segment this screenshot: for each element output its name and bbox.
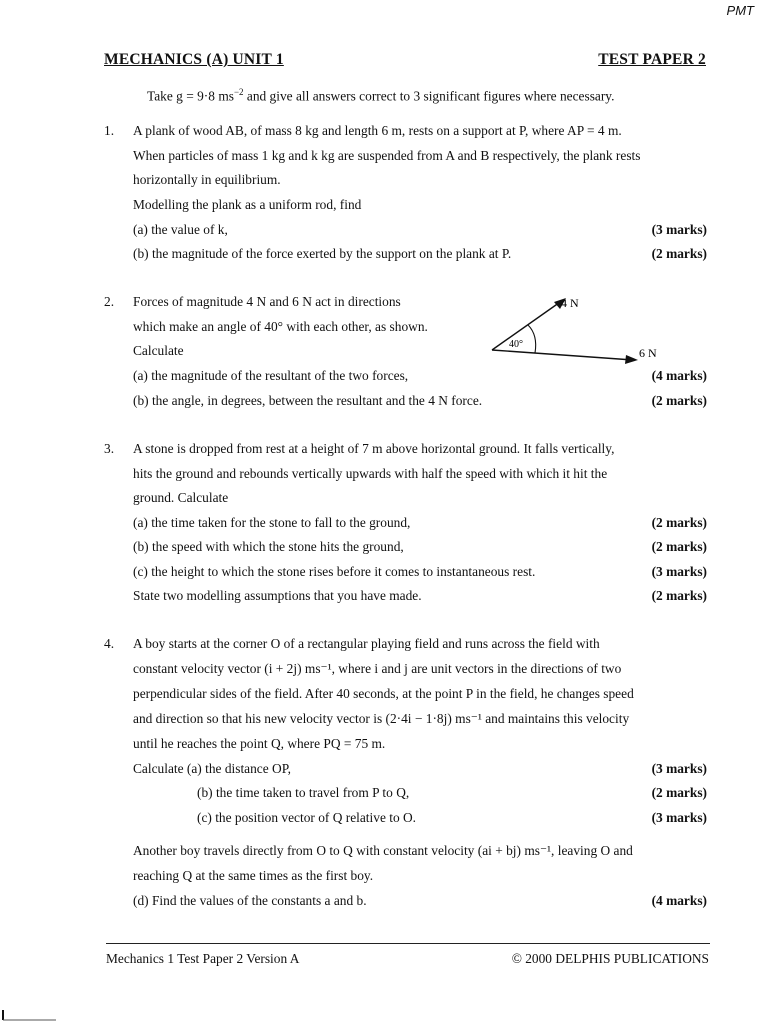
angle-label: 40° [509,339,523,350]
angle-arc [528,325,536,353]
q1-number: 1. [104,123,115,138]
q4-line-1: A boy starts at the corner O of a rectangular playing field and runs across the field with [133,636,600,651]
q4-part-c-marks: (3 marks) [651,810,707,825]
paper-label: TEST PAPER 2 [598,51,706,68]
instruction-post: and give all answers correct to 3 significant figures where necessary. [243,88,615,104]
q2-number: 2. [104,294,115,309]
q3-assumptions: State two modelling assumptions that you have made. [133,588,422,603]
q4-part-d: (d) Find the values of the constants a and b. [133,893,367,908]
q3-number: 3. [104,441,115,456]
q1-part-b-marks: (2 marks) [651,246,707,261]
q4-part-a-marks: (3 marks) [651,761,707,776]
q3-part-b: (b) the speed with which the stone hits the ground, [133,539,404,554]
q3-line-1: A stone is dropped from rest at a height of 7 m above horizontal ground. It falls vertically, [133,441,615,456]
q1-line-4: Modelling the plank as a uniform rod, find [133,197,362,212]
footer-left: Mechanics 1 Test Paper 2 Version A [106,951,300,966]
force-6n-line [492,350,633,360]
q3-part-a: (a) the time taken for the stone to fall to the ground, [133,515,411,530]
q1-line-2: When particles of mass 1 kg and k kg are suspended from A and B respectively, the plank rests [133,148,641,163]
q3-part-a-marks: (2 marks) [651,515,707,530]
footer-right: © 2000 DELPHIS PUBLICATIONS [511,951,709,966]
force-6n-label: 6 N [639,346,657,360]
q3-part-c-marks: (3 marks) [651,564,707,579]
q4-line-7: reaching Q at the same times as the first boy. [133,868,374,883]
instruction-exp: −2 [233,87,244,97]
scan-mark [2,1008,58,1022]
q4-line-5: until he reaches the point Q, where PQ = 75 m. [133,736,386,751]
q2-part-b: (b) the angle, in degrees, between the resultant and the 4 N force. [133,393,483,408]
q2-part-a-marks: (4 marks) [651,368,707,383]
q4-number: 4. [104,636,115,651]
q1-part-a-marks: (3 marks) [651,222,707,237]
q4-line-6: Another boy travels directly from O to Q with constant velocity (ai + bj) ms⁻¹, leaving O and [133,843,633,858]
q1-part-b: (b) the magnitude of the force exerted by the support on the plank at P. [133,246,512,261]
force-4n-line [492,300,563,350]
q4-line-2: constant velocity vector (i + 2j) ms⁻¹, where i and j are unit vectors in the directions of two [133,661,622,676]
force-6n-arrowhead [625,355,638,364]
q4-line-3: perpendicular sides of the field. After 40 seconds, at the point P in the field, he changes speed [133,686,634,701]
page-title: MECHANICS (A) UNIT 1 [104,51,284,68]
q3-line-3: ground. Calculate [133,490,229,505]
corner-label: PMT [726,3,754,18]
q4-part-b: (b) the time taken to travel from P to Q, [197,785,410,800]
q4-part-a: Calculate (a) the distance OP, [133,761,292,776]
q2-line-2: which make an angle of 40° with each other, as shown. [133,319,428,334]
q4-line-4: and direction so that his new velocity vector is (2·4i − 1·8j) ms⁻¹ and maintains this velocity [133,711,630,726]
instructions [147,87,614,104]
force-diagram [480,290,670,370]
q3-part-b-marks: (2 marks) [651,539,707,554]
q2-line-1: Forces of magnitude 4 N and 6 N act in directions [133,294,401,309]
q3-part-c: (c) the height to which the stone rises before it comes to instantaneous rest. [133,564,536,579]
q2-part-a: (a) the magnitude of the resultant of the two forces, [133,368,409,383]
footer-rule [106,943,710,944]
q1-line-1: A plank of wood AB, of mass 8 kg and length 6 m, rests on a support at P, where AP = 4 m. [133,123,622,138]
q1-part-a: (a) the value of k, [133,222,228,237]
force-4n-label: 4 N [561,296,579,310]
instruction-pre: Take g = 9·8 ms [147,88,234,104]
q1-line-3: horizontally in equilibrium. [133,172,281,187]
q4-part-b-marks: (2 marks) [651,785,707,800]
q4-part-c: (c) the position vector of Q relative to O. [197,810,417,825]
q2-line-3: Calculate [133,343,184,358]
q4-part-d-marks: (4 marks) [651,893,707,908]
q3-assumptions-marks: (2 marks) [651,588,707,603]
q2-part-b-marks: (2 marks) [651,393,707,408]
q3-line-2: hits the ground and rebounds vertically upwards with half the speed with which it hit the [133,466,608,481]
